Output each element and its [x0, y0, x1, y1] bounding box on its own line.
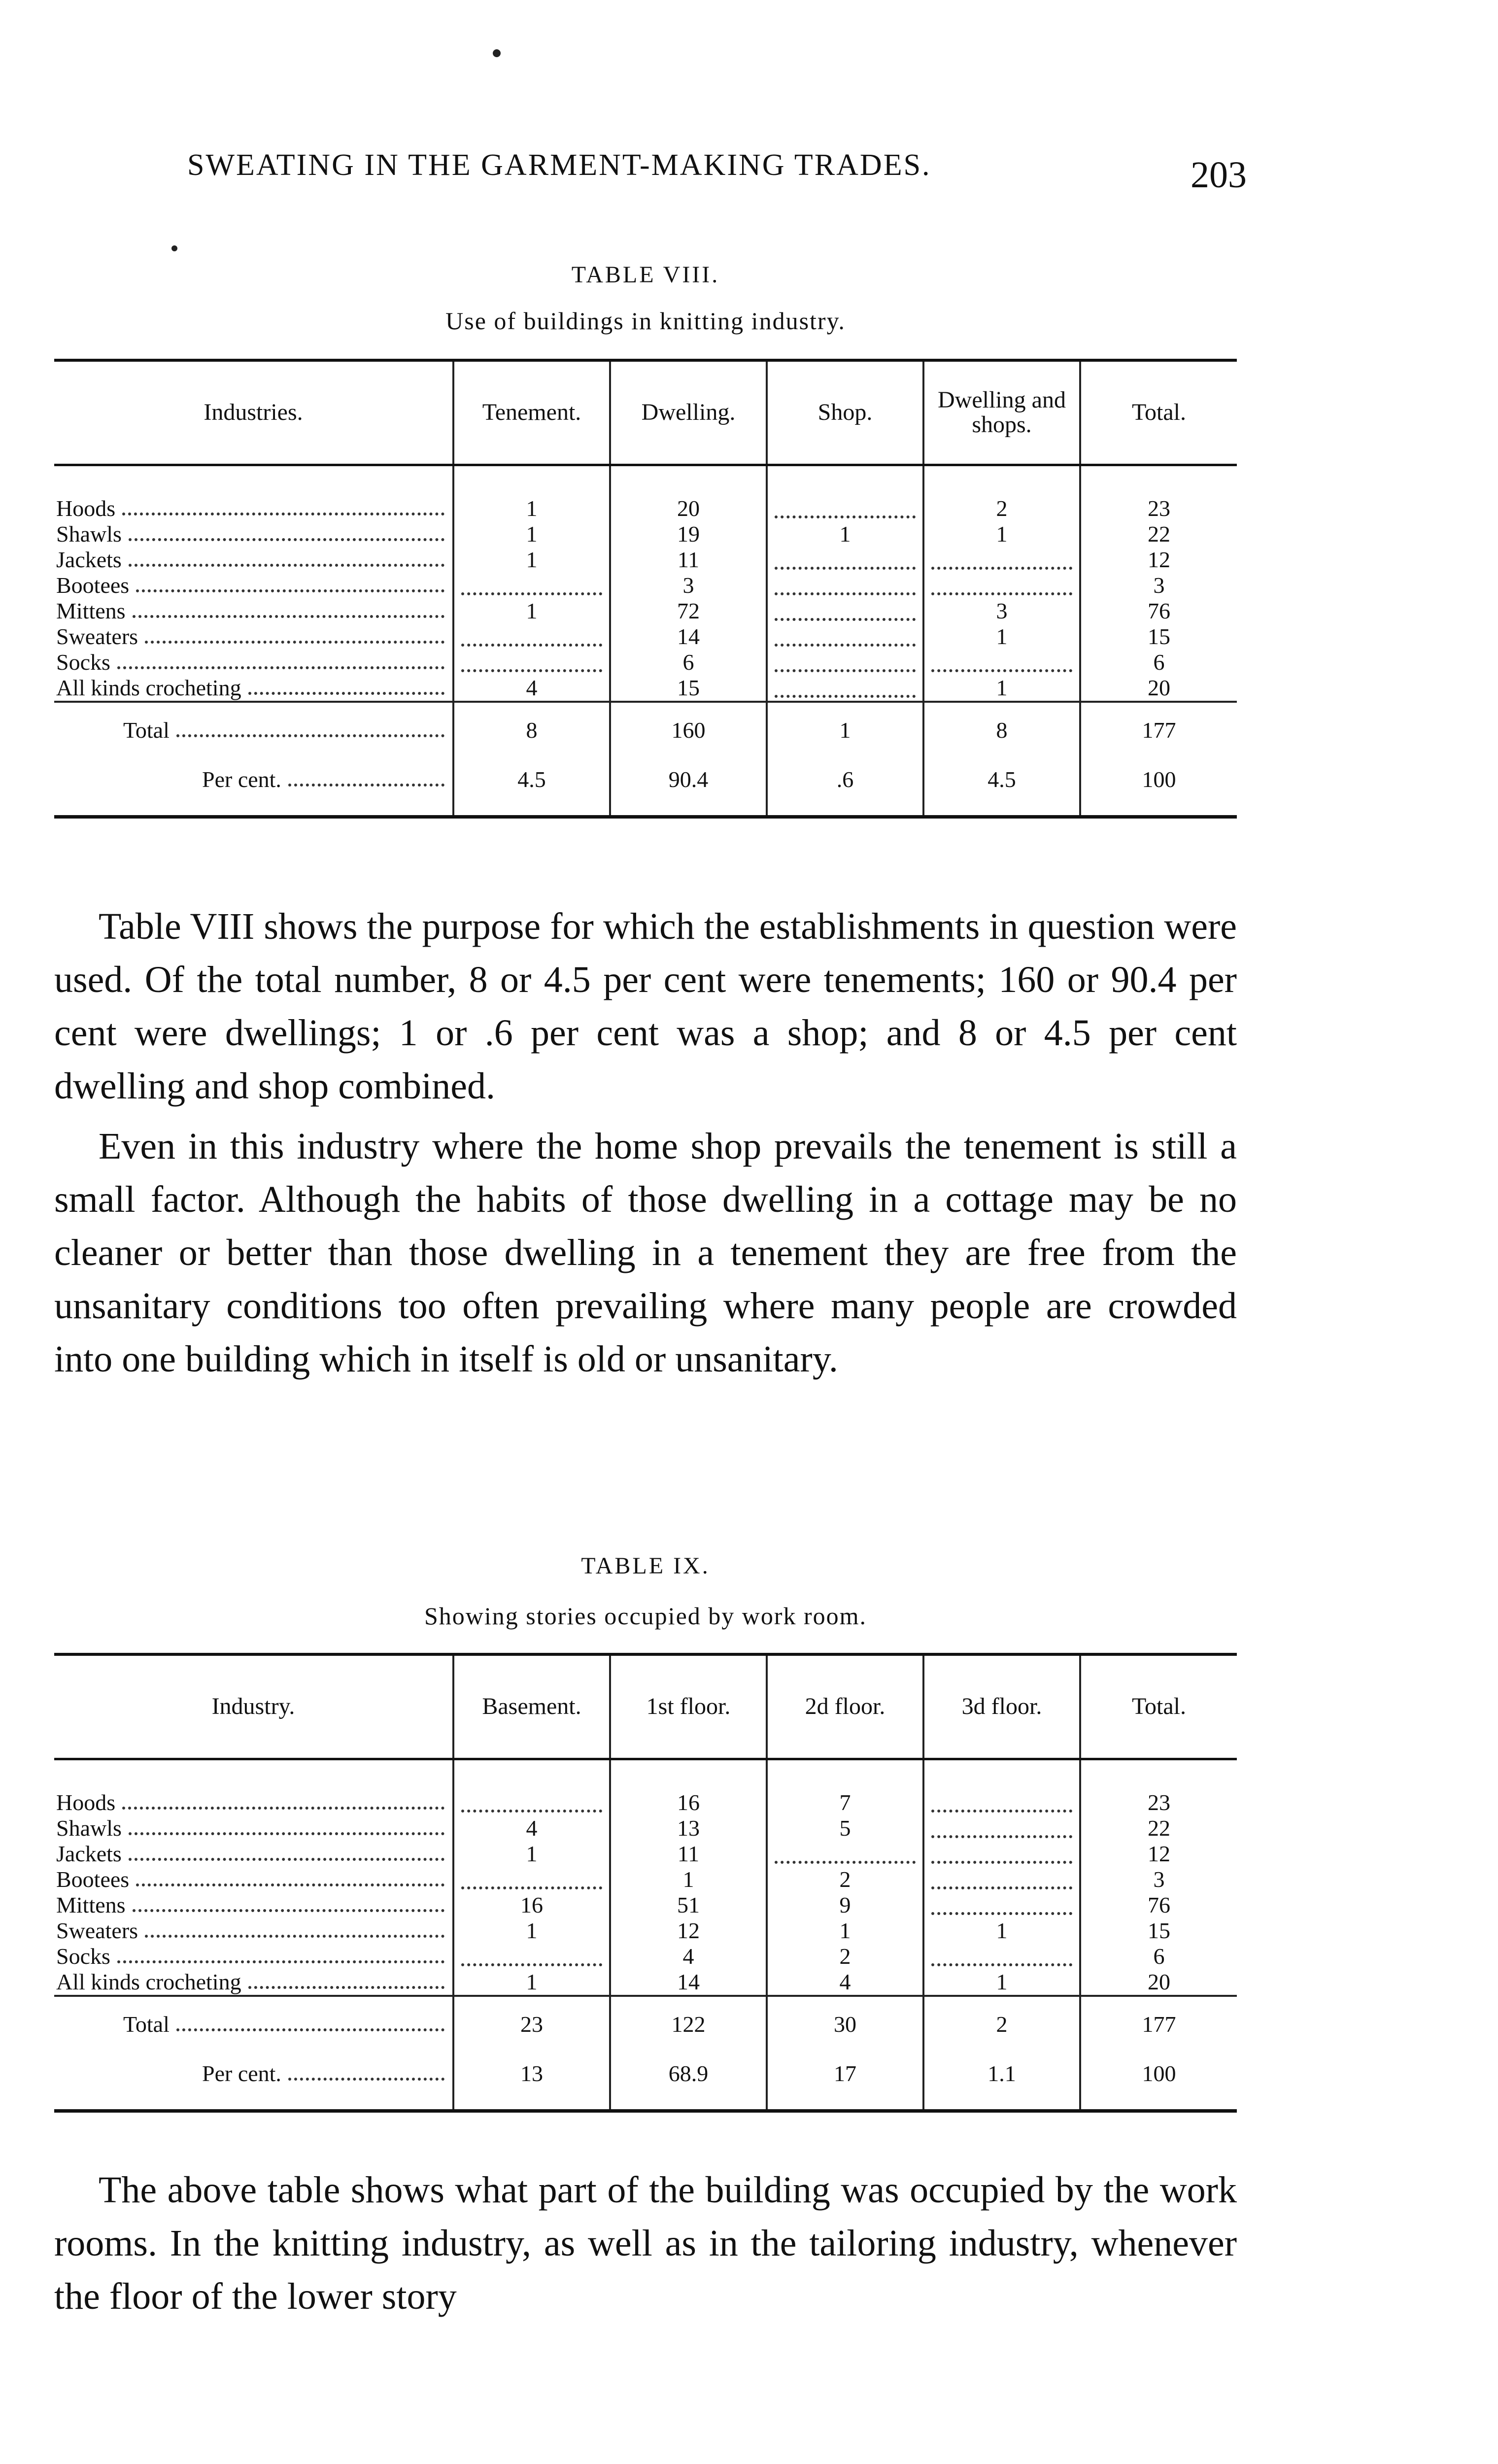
percent-cell: 4.5 [453, 757, 610, 817]
percent-row [54, 757, 1237, 817]
row-label [54, 1969, 453, 1996]
row-label-text: Bootees [56, 1866, 130, 1892]
total-cell: 8 [923, 702, 1080, 757]
empty-cell-leader [931, 1815, 1072, 1838]
table-cell: 4 [767, 1969, 923, 1996]
table9-caption: Showing stories occupied by work room. [424, 1602, 867, 1630]
table-cell: 23 [1080, 496, 1237, 521]
print-speck [171, 245, 177, 251]
dot-leader [129, 1858, 444, 1861]
empty-cell-leader [931, 573, 1072, 595]
table-row [54, 624, 1237, 650]
dot-leader [129, 538, 444, 541]
table-cell: 4 [610, 1944, 767, 1969]
percent-cell: 4.5 [923, 757, 1080, 817]
row-label [54, 1918, 453, 1944]
table-row [54, 521, 1237, 547]
row-label-text: Socks [56, 1943, 110, 1969]
row-label-text: Mittens [56, 598, 126, 623]
total-cell: 122 [610, 1996, 767, 2051]
paragraph: The above table shows what part of the building was occupied by the work rooms. In the knitting industry, as well as in the tailoring industry, whenever the floor of the lower story [54, 2169, 1237, 2317]
table-row [54, 1841, 1237, 1867]
row-label-text: Shawls [56, 521, 122, 547]
empty-cell-leader [461, 573, 602, 595]
table-cell [453, 650, 610, 675]
table-cell: 11 [610, 547, 767, 573]
row-label [54, 624, 453, 650]
row-label-leader [56, 1815, 447, 1841]
table8-header: Tenement. [453, 360, 610, 465]
total-cell: 2 [923, 1996, 1080, 2051]
total-label-leader [123, 2012, 447, 2037]
paragraph: Table VIII shows the purpose for which the establishments in question were used. Of the total number, 8 or 4.5 per cent were tenements; 160 or 90.4 per cent were dwellings; 1 or .6 per cent was a shop; and 8 or 4.5 per cent dwelling and shop combined. [54, 906, 1237, 1107]
table-row [54, 573, 1237, 598]
table-cell [923, 650, 1080, 675]
row-label-leader [56, 598, 447, 624]
percent-label-text: Per cent. [202, 766, 281, 792]
table8-title: TABLE VIII. [571, 262, 720, 288]
row-label-leader [56, 1867, 447, 1892]
row-label [54, 1790, 453, 1815]
table-cell [923, 1841, 1080, 1867]
table8-header-row [54, 360, 1237, 465]
table-row [54, 1867, 1237, 1892]
dot-leader [117, 666, 444, 669]
table-cell: 22 [1080, 1815, 1237, 1841]
table-row [54, 598, 1237, 624]
row-label-leader [56, 521, 447, 547]
empty-cell-leader [775, 675, 916, 698]
total-label-text: Total [123, 717, 170, 743]
dot-leader [122, 1807, 444, 1810]
table-cell: 23 [1080, 1790, 1237, 1815]
row-label-leader [56, 624, 447, 650]
empty-cell-leader [461, 650, 602, 672]
total-cell: 1 [767, 702, 923, 757]
body-text-2 [54, 2163, 1237, 2323]
row-label-leader [56, 547, 447, 573]
dot-leader [176, 2028, 444, 2031]
table-cell: 11 [610, 1841, 767, 1867]
table-row [54, 1918, 1237, 1944]
table-row [54, 650, 1237, 675]
row-label-text: Hoods [56, 495, 116, 521]
dot-leader [133, 615, 444, 618]
table-cell: 20 [1080, 1969, 1237, 1996]
row-label [54, 1892, 453, 1918]
table-cell: 6 [610, 650, 767, 675]
table-cell: 3 [1080, 1867, 1237, 1892]
table-cell: 3 [610, 573, 767, 598]
table-cell: 13 [610, 1815, 767, 1841]
table8-caption: Use of buildings in knitting industry. [445, 307, 846, 335]
table-cell: 1 [923, 624, 1080, 650]
row-label-text: Hoods [56, 1789, 116, 1815]
row-label [54, 573, 453, 598]
table-cell: 19 [610, 521, 767, 547]
percent-label [54, 2051, 453, 2111]
empty-cell-leader [931, 1790, 1072, 1813]
table-cell: 5 [767, 1815, 923, 1841]
empty-cell-leader [931, 1944, 1072, 1966]
table8 [54, 359, 1237, 819]
percent-cell: 90.4 [610, 757, 767, 817]
table-row [54, 547, 1237, 573]
table-cell: 76 [1080, 1892, 1237, 1918]
dot-leader [145, 641, 444, 644]
table-cell: 1 [923, 521, 1080, 547]
table-row [54, 1790, 1237, 1815]
row-label-text: Socks [56, 649, 110, 675]
table-cell: 1 [453, 547, 610, 573]
empty-cell-leader [931, 1867, 1072, 1889]
table-cell: 4 [453, 1815, 610, 1841]
table-cell [923, 573, 1080, 598]
row-label [54, 1815, 453, 1841]
table-row [54, 496, 1237, 521]
table8-body [54, 465, 1237, 817]
table-cell: 76 [1080, 598, 1237, 624]
table-cell: 14 [610, 624, 767, 650]
empty-cell-leader [461, 1867, 602, 1889]
empty-cell-leader [461, 624, 602, 647]
table8-header: Shop. [767, 360, 923, 465]
percent-cell: 13 [453, 2051, 610, 2111]
empty-cell-leader [775, 650, 916, 672]
table9-header: Total. [1080, 1654, 1237, 1759]
table-cell: 1 [923, 1918, 1080, 1944]
table-cell [767, 573, 923, 598]
table9 [54, 1653, 1237, 2113]
table-cell: 2 [767, 1944, 923, 1969]
table-cell: 15 [1080, 624, 1237, 650]
total-label-leader [123, 718, 447, 743]
row-label [54, 521, 453, 547]
table-cell [923, 547, 1080, 573]
dot-leader [288, 784, 444, 787]
table-cell: 1 [453, 521, 610, 547]
row-label [54, 496, 453, 521]
table-row [54, 675, 1237, 702]
dot-leader [117, 1960, 444, 1963]
dot-leader [248, 1986, 444, 1989]
percent-cell: 68.9 [610, 2051, 767, 2111]
row-label [54, 547, 453, 573]
dot-leader [288, 2078, 444, 2081]
table-cell [923, 1815, 1080, 1841]
table-cell [453, 624, 610, 650]
row-label-leader [56, 1969, 447, 1995]
table9-header: 2d floor. [767, 1654, 923, 1759]
table9-header: 1st floor. [610, 1654, 767, 1759]
dot-leader [129, 1832, 444, 1835]
total-cell: 30 [767, 1996, 923, 2051]
total-cell: 23 [453, 1996, 610, 2051]
table-cell: 72 [610, 598, 767, 624]
table-cell: 1 [453, 598, 610, 624]
row-label [54, 650, 453, 675]
table-cell [923, 1892, 1080, 1918]
row-label-leader [56, 1892, 447, 1918]
table-cell [767, 598, 923, 624]
table-cell: 1 [923, 675, 1080, 702]
table-cell [767, 650, 923, 675]
row-label-text: All kinds crocheting [56, 675, 241, 700]
row-label-leader [56, 1790, 447, 1815]
empty-cell-leader [931, 650, 1072, 672]
table8-header: Dwelling. [610, 360, 767, 465]
empty-cell-leader [931, 1841, 1072, 1864]
row-label-leader [56, 573, 447, 598]
table-cell: 3 [923, 598, 1080, 624]
dot-leader [136, 589, 444, 592]
table-cell: 1 [923, 1969, 1080, 1996]
table-row [54, 1944, 1237, 1969]
percent-row [54, 2051, 1237, 2111]
row-label-text: Jackets [56, 547, 122, 572]
table-cell: 2 [767, 1867, 923, 1892]
table-cell: 16 [610, 1790, 767, 1815]
table-cell: 6 [1080, 1944, 1237, 1969]
total-label-text: Total [123, 2011, 170, 2037]
total-row [54, 702, 1237, 757]
table-cell: 3 [1080, 573, 1237, 598]
table-cell [453, 573, 610, 598]
table-cell [453, 1867, 610, 1892]
row-label-text: Shawls [56, 1815, 122, 1841]
row-label-text: Bootees [56, 572, 130, 598]
table-cell: 14 [610, 1969, 767, 1996]
empty-cell-leader [775, 547, 916, 570]
running-head: SWEATING IN THE GARMENT-MAKING TRADES. [187, 148, 931, 182]
row-label-leader [56, 675, 447, 701]
row-label [54, 1867, 453, 1892]
dot-leader [136, 1883, 444, 1886]
empty-cell-leader [775, 1841, 916, 1864]
percent-cell: 100 [1080, 757, 1237, 817]
row-label-leader [56, 650, 447, 675]
row-label [54, 598, 453, 624]
table-row [54, 1969, 1237, 1996]
table-cell: 7 [767, 1790, 923, 1815]
percent-cell: 1.1 [923, 2051, 1080, 2111]
table-cell: 1 [453, 1841, 610, 1867]
table-cell [767, 547, 923, 573]
dot-leader [145, 1935, 444, 1938]
table-cell: 12 [610, 1918, 767, 1944]
table-cell: 9 [767, 1892, 923, 1918]
table-cell [767, 624, 923, 650]
dot-leader [122, 513, 444, 515]
table-cell: 6 [1080, 650, 1237, 675]
table-cell: 1 [453, 1918, 610, 1944]
table-cell: 12 [1080, 1841, 1237, 1867]
row-label-leader [56, 1918, 447, 1944]
table8-header: Total. [1080, 360, 1237, 465]
percent-label-leader [202, 767, 447, 792]
table-cell: 1 [453, 1969, 610, 1996]
table-cell [767, 1841, 923, 1867]
table9-header: Industry. [54, 1654, 453, 1759]
table-cell: 1 [453, 496, 610, 521]
table-cell: 12 [1080, 547, 1237, 573]
table-cell: 51 [610, 1892, 767, 1918]
row-label-text: Sweaters [56, 623, 138, 649]
empty-cell-leader [775, 496, 916, 518]
table-cell: 2 [923, 496, 1080, 521]
table-cell [923, 1867, 1080, 1892]
total-label [54, 702, 453, 757]
row-label-text: Jackets [56, 1841, 122, 1866]
total-cell: 8 [453, 702, 610, 757]
page-number: 203 [1191, 154, 1247, 196]
row-label [54, 1841, 453, 1867]
table-cell: 15 [610, 675, 767, 702]
dot-leader [133, 1909, 444, 1912]
percent-cell: .6 [767, 757, 923, 817]
empty-cell-leader [931, 547, 1072, 570]
table-row [54, 1892, 1237, 1918]
table-cell: 20 [1080, 675, 1237, 702]
percent-cell: 100 [1080, 2051, 1237, 2111]
table-cell: 20 [610, 496, 767, 521]
row-label [54, 1944, 453, 1969]
paragraph: Even in this industry where the home shop prevails the tenement is still a small factor. Although the habits of those dwelling in a cottage may be no cleaner or better than those dwelling in a tenement they are free from the unsanitary conditions too often prevailing where many people are crowded into one building which in itself is old or unsanitary. [54, 1126, 1237, 1380]
empty-cell-leader [775, 573, 916, 595]
table-cell [767, 675, 923, 702]
table9-header: 3d floor. [923, 1654, 1080, 1759]
table-cell: 1 [610, 1867, 767, 1892]
total-cell: 177 [1080, 702, 1237, 757]
table-cell [453, 1944, 610, 1969]
table9-title: TABLE IX. [581, 1553, 710, 1579]
dot-leader [248, 692, 444, 695]
body-text-1 [54, 900, 1237, 1386]
percent-label [54, 757, 453, 817]
table-cell [923, 1790, 1080, 1815]
table8-header: Industries. [54, 360, 453, 465]
row-label-text: Mittens [56, 1892, 126, 1917]
row-label-leader [56, 1841, 447, 1867]
table-cell: 1 [767, 1918, 923, 1944]
table-cell [767, 496, 923, 521]
table-cell: 1 [767, 521, 923, 547]
empty-cell-leader [931, 1892, 1072, 1915]
total-label [54, 1996, 453, 2051]
row-label-leader [56, 496, 447, 521]
table9-body [54, 1759, 1237, 2111]
table9-header: Basement. [453, 1654, 610, 1759]
table-cell: 22 [1080, 521, 1237, 547]
empty-cell-leader [461, 1790, 602, 1813]
total-cell: 160 [610, 702, 767, 757]
table-row [54, 1815, 1237, 1841]
total-row [54, 1996, 1237, 2051]
table-cell [453, 1790, 610, 1815]
table-cell: 4 [453, 675, 610, 702]
percent-label-text: Per cent. [202, 2060, 281, 2086]
empty-cell-leader [461, 1944, 602, 1966]
table9-header-row [54, 1654, 1237, 1759]
dot-leader [129, 564, 444, 567]
total-cell: 177 [1080, 1996, 1237, 2051]
row-label-text: Sweaters [56, 1917, 138, 1943]
percent-label-leader [202, 2061, 447, 2087]
row-label-text: All kinds crocheting [56, 1969, 241, 1994]
print-speck [493, 49, 501, 57]
empty-cell-leader [775, 624, 916, 647]
row-label [54, 675, 453, 702]
table-cell: 15 [1080, 1918, 1237, 1944]
row-label-leader [56, 1944, 447, 1969]
dot-leader [176, 734, 444, 737]
empty-cell-leader [775, 598, 916, 621]
table8-header: Dwelling and shops. [923, 360, 1080, 465]
percent-cell: 17 [767, 2051, 923, 2111]
table-cell [923, 1944, 1080, 1969]
table-cell: 16 [453, 1892, 610, 1918]
